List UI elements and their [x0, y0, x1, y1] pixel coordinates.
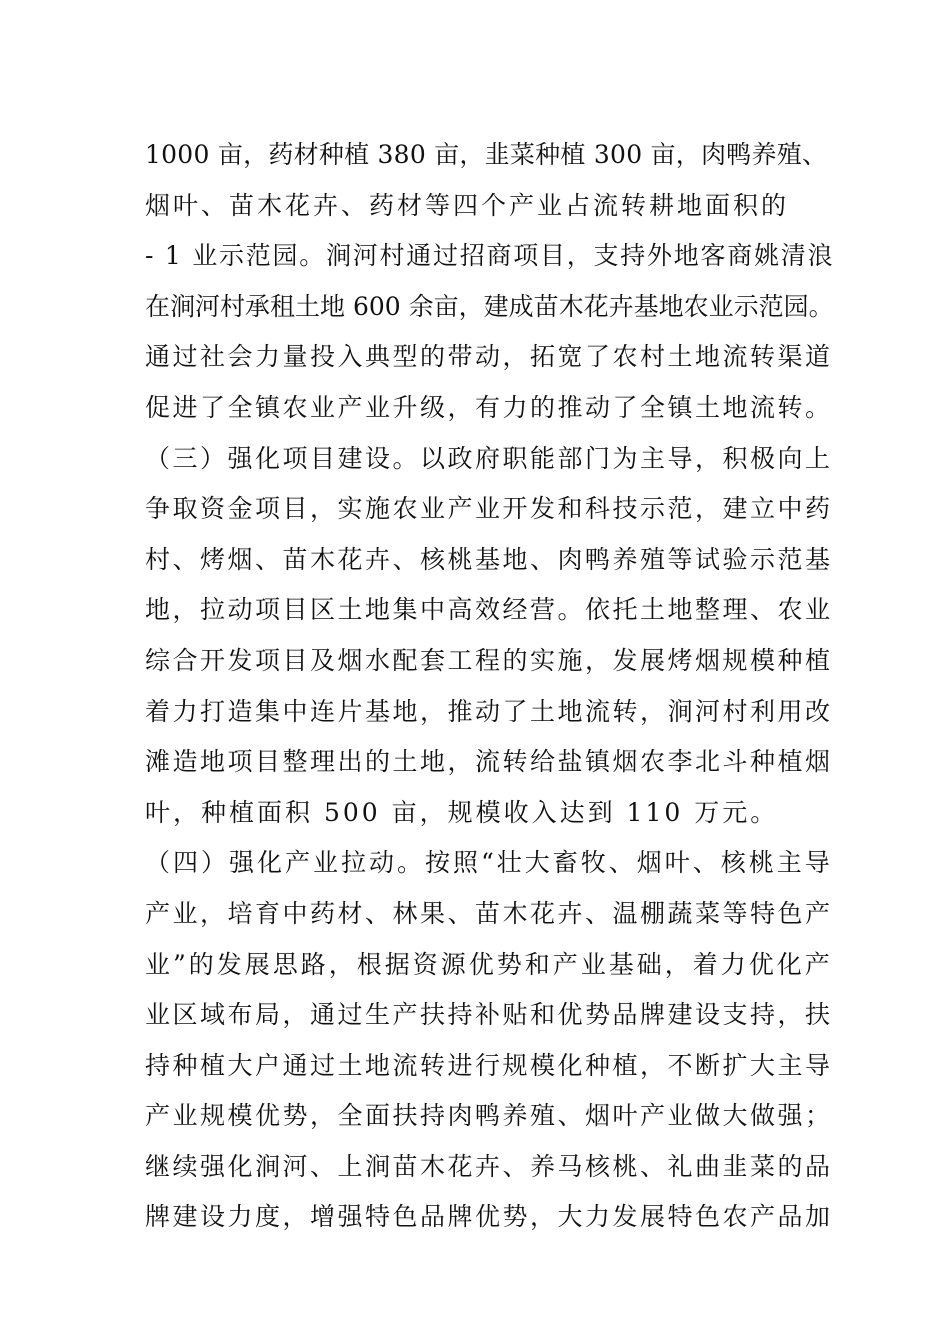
- text-line-14: 叶，种植面积 500 亩，规模收入达到 110 万元。: [145, 797, 779, 827]
- text-line-1: 1000 亩，药材种植 380 亩，韭菜种植 300 亩，肉鸭养殖、: [145, 140, 828, 169]
- text-line-16: 产业，培育中药材、林果、苗木花卉、温棚蔬菜等特色产: [145, 898, 833, 928]
- text-line-8: 争取资金项目，实施农业产业开发和科技示范，建立中药: [145, 494, 833, 524]
- text-line-11: 综合开发项目及烟水配套工程的实施，发展烤烟规模种植: [145, 645, 833, 675]
- text-line-6: 促进了全镇农业产业升级，有力的推动了全镇土地流转。: [145, 392, 833, 422]
- text-line-5: 通过社会力量投入典型的带动，拓宽了农村土地流转渠道: [145, 342, 833, 372]
- text-line-20: 产业规模优势，全面扶持肉鸭养殖、烟叶产业做大做强；: [145, 1101, 833, 1131]
- text-line-9: 村、烤烟、苗木花卉、核桃基地、肉鸭养殖等试验示范基: [145, 544, 833, 574]
- text-line-4: 在涧河村承租土地 600 余亩，建成苗木花卉基地农业示范园。: [145, 291, 834, 321]
- section-4-heading-line: （四）强化产业拉动。按照“壮大畜牧、烟叶、核桃主导: [145, 848, 833, 878]
- text-line-18: 业区域布局，通过生产扶持补贴和优势品牌建设支持，扶: [145, 1000, 833, 1030]
- text-line-3: - 1 业示范园。涧河村通过招商项目，支持外地客商姚清浪: [145, 241, 835, 271]
- text-line-12: 着力打造集中连片基地，推动了土地流转，涧河村利用改: [145, 696, 833, 726]
- text-line-2: 烟叶、苗木花卉、药材等四个产业占流转耕地面积的: [145, 190, 790, 220]
- body-text: [145, 130, 835, 1243]
- text-line-10: 地，拉动项目区土地集中高效经营。依托土地整理、农业: [145, 595, 833, 625]
- section-3-heading-line: （三）强化项目建设。以政府职能部门为主导，积极向上: [145, 443, 833, 473]
- text-line-22: 牌建设力度，增强特色品牌优势，大力发展特色农产品加: [145, 1202, 833, 1232]
- text-line-21: 继续强化涧河、上涧苗木花卉、养马核桃、礼曲韭菜的品: [145, 1151, 833, 1181]
- text-line-17: 业”的发展思路，根据资源优势和产业基础，着力优化产: [145, 949, 833, 979]
- text-line-13: 滩造地项目整理出的土地，流转给盐镇烟农李北斗种植烟: [145, 747, 833, 777]
- text-line-19: 持种植大户通过土地流转进行规模化种植，不断扩大主导: [145, 1050, 833, 1080]
